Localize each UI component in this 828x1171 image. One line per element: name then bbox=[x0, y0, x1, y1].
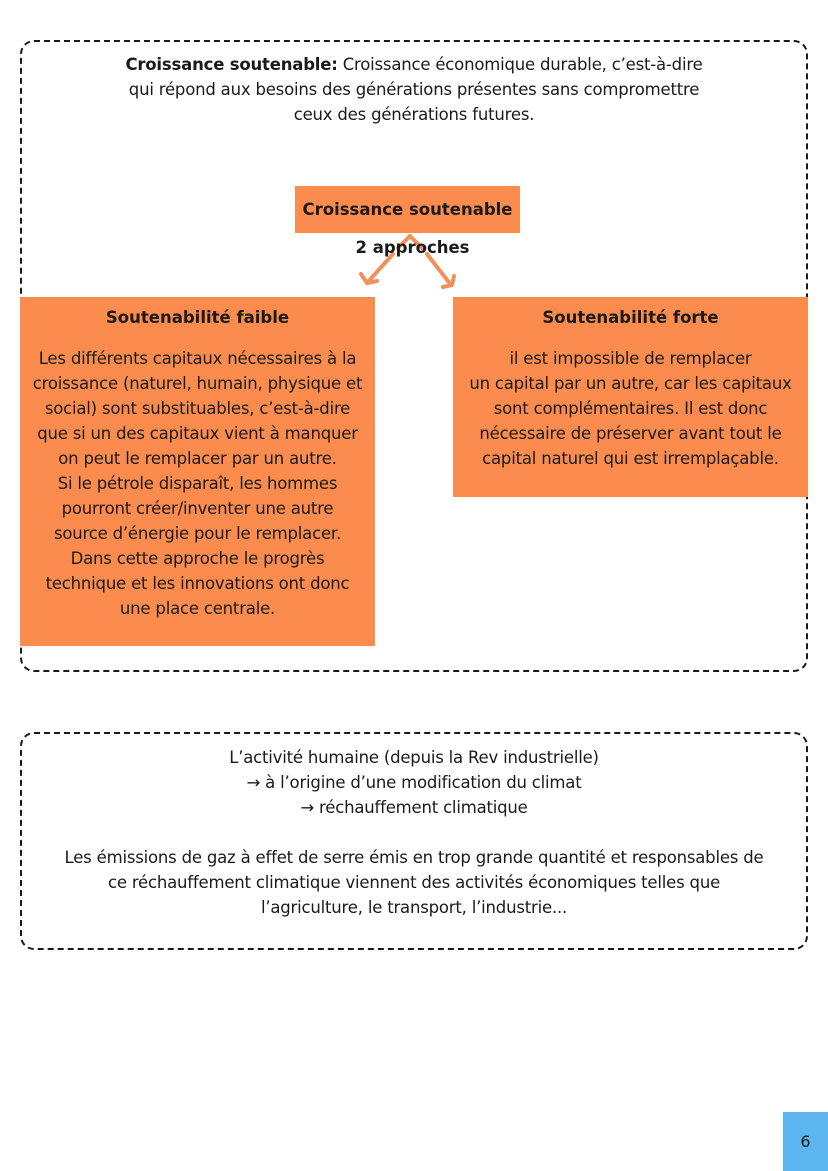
center-concept-label: Croissance soutenable bbox=[302, 200, 513, 219]
weak-line: technique et les innovations ont donc bbox=[45, 574, 350, 593]
definition-line-2: qui répond aux besoins des générations présentes sans compromettre bbox=[128, 80, 700, 99]
weak-line: pourront créer/inventer une autre bbox=[61, 499, 334, 518]
strong-line: nécessaire de préserver avant tout le bbox=[479, 424, 782, 443]
definition-line-1: Croissance économique durable, c’est-à-dire bbox=[342, 55, 703, 74]
definition-term: Croissance soutenable: bbox=[125, 55, 338, 74]
weak-line: Les différents capitaux nécessaires à la bbox=[38, 349, 357, 368]
strong-sustainability-title: Soutenabilité forte bbox=[542, 308, 719, 327]
weak-sustainability-box bbox=[20, 297, 375, 646]
definition-line-3: ceux des générations futures. bbox=[293, 105, 535, 124]
weak-line: que si un des capitaux vient à manquer bbox=[37, 424, 358, 443]
weak-line: croissance (naturel, humain, physique et bbox=[32, 374, 363, 393]
climate-line: → réchauffement climatique bbox=[300, 798, 528, 817]
strong-line: sont complémentaires. Il est donc bbox=[493, 399, 768, 418]
center-concept-box bbox=[295, 186, 520, 233]
weak-line: une place centrale. bbox=[119, 599, 276, 618]
weak-line: source d’énergie pour le remplacer. bbox=[53, 524, 342, 543]
page-number: 6 bbox=[800, 1132, 811, 1151]
climate-paragraph-line: Les émissions de gaz à effet de serre émis en trop grande quantité et responsables de bbox=[64, 848, 764, 867]
weak-line: Dans cette approche le progrès bbox=[70, 549, 325, 568]
weak-line: Si le pétrole disparaît, les hommes bbox=[57, 474, 338, 493]
climate-line: → à l’origine d’une modification du climat bbox=[246, 773, 582, 792]
strong-sustainability-box bbox=[453, 297, 808, 497]
climate-paragraph-line: l’agriculture, le transport, l’industrie... bbox=[260, 898, 568, 917]
weak-line: on peut le remplacer par un autre. bbox=[58, 449, 337, 468]
weak-sustainability-title: Soutenabilité faible bbox=[105, 308, 290, 327]
climate-paragraph-line: ce réchauffement climatique viennent des activités économiques telles que bbox=[107, 873, 721, 892]
weak-sustainability-text bbox=[20, 346, 375, 621]
strong-sustainability-text bbox=[453, 346, 808, 471]
weak-line: social) sont substituables, c’est-à-dire bbox=[44, 399, 351, 418]
climate-line: L’activité humaine (depuis la Rev industrielle) bbox=[229, 748, 599, 767]
strong-line: un capital par un autre, car les capitaux bbox=[469, 374, 792, 393]
strong-line: il est impossible de remplacer bbox=[509, 349, 752, 368]
page-number-badge bbox=[783, 1112, 828, 1171]
connector-label: 2 approches bbox=[355, 238, 470, 257]
definition-block bbox=[40, 52, 788, 127]
climate-block bbox=[30, 745, 798, 920]
strong-line: capital naturel qui est irremplaçable. bbox=[482, 449, 779, 468]
